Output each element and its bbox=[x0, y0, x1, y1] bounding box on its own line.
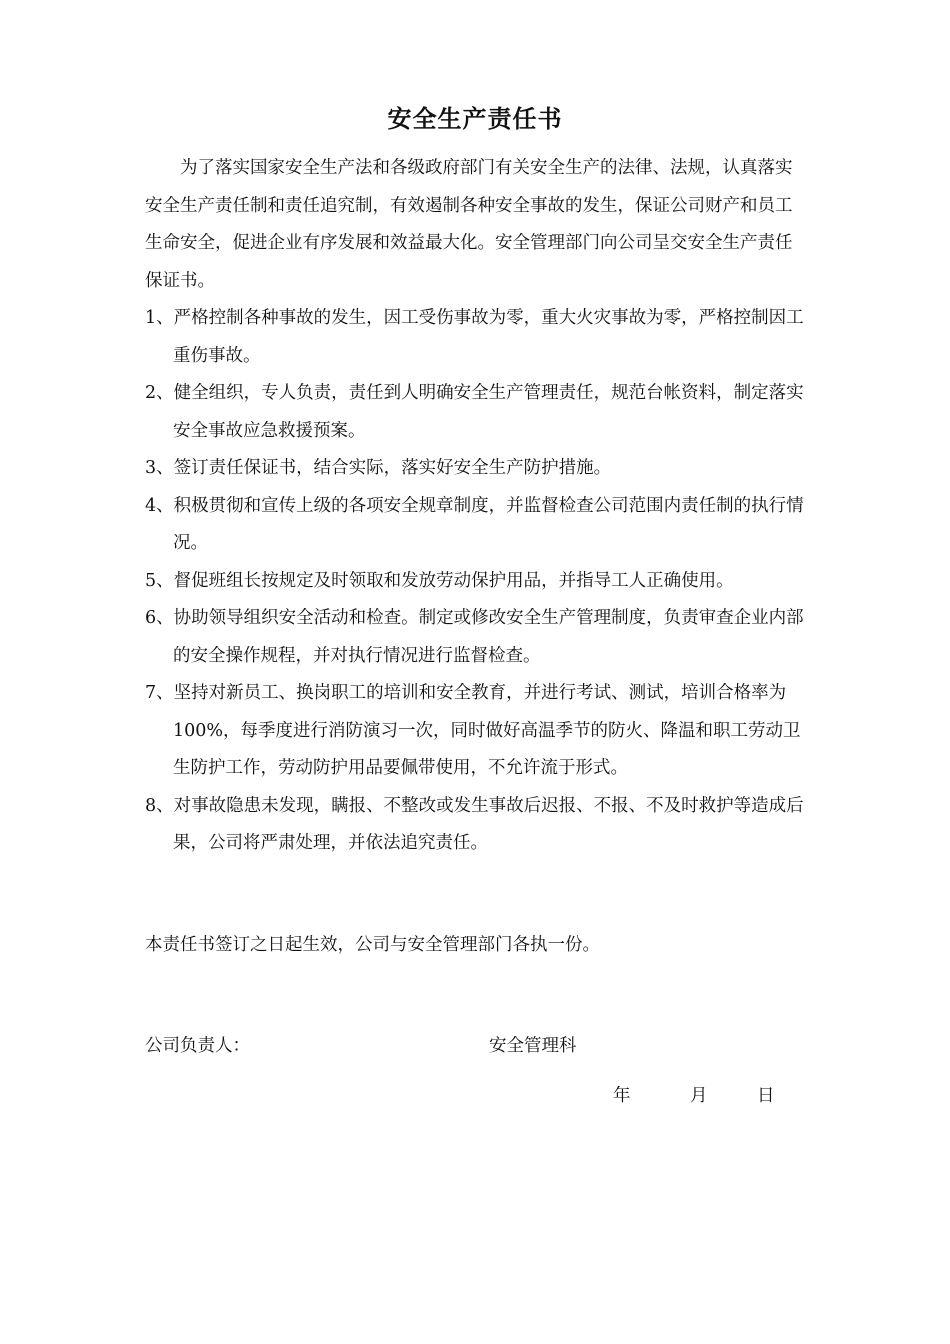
closing-statement: 本责任书签订之日起生效，公司与安全管理部门各执一份。 bbox=[145, 935, 600, 955]
document-title: 安全生产责任书 bbox=[387, 104, 563, 133]
safety-department-label: 安全管理科 bbox=[489, 1036, 577, 1056]
intro-paragraph: 为了落实国家安全生产法和各级政府部门有关安全生产的法律、法规，认真落实安全生产责任制和责任追究制，有效遏制各种安全事故的发生，保证公司财产和员工生命安全，促进企业有序发展和效益最大化。安全管理部门向公司呈交安全生产责任保证书。 bbox=[145, 158, 793, 291]
date-day-label: 日 bbox=[757, 1086, 775, 1106]
clause-item-6: 6、协助领导组织安全活动和检查。制定或修改安全生产管理制度，负责审查企业内部的安全操作规程，并对执行情况进行监督检查。 bbox=[145, 608, 804, 666]
clause-item-4: 4、积极贯彻和宣传上级的各项安全规章制度，并监督检查公司范围内责任制的执行情况。 bbox=[145, 495, 804, 553]
clause-item-2: 2、健全组织，专人负责，责任到人明确安全生产管理责任，规范台帐资料，制定落实安全事故应急救援预案。 bbox=[145, 383, 804, 441]
clause-item-7: 7、坚持对新员工、换岗职工的培训和安全教育，并进行考试、测试，培训合格率为100%，每季度进行消防演习一次，同时做好高温季节的防火、降温和职工劳动卫生防护工作，劳动防护用品要佩带使用，不允许流于形式。 bbox=[145, 683, 801, 778]
date-year-label: 年 bbox=[613, 1086, 631, 1106]
document-body bbox=[145, 150, 807, 863]
clause-item-8: 8、对事故隐患未发现，瞒报、不整改或发生事故后迟报、不报、不及时救护等造成后果，公司将严肃处理，并依法追究责任。 bbox=[145, 795, 804, 853]
clause-item-5: 5、督促班组长按规定及时领取和发放劳动保护用品，并指导工人正确使用。 bbox=[145, 570, 734, 591]
clause-item-1: 1、严格控制各种事故的发生，因工受伤事故为零，重大火灾事故为零，严格控制因工重伤事故。 bbox=[145, 308, 804, 366]
date-month-label: 月 bbox=[690, 1086, 708, 1106]
clause-item-3: 3、签订责任保证书，结合实际，落实好安全生产防护措施。 bbox=[145, 458, 612, 478]
company-signatory-label: 公司负责人： bbox=[145, 1036, 250, 1056]
